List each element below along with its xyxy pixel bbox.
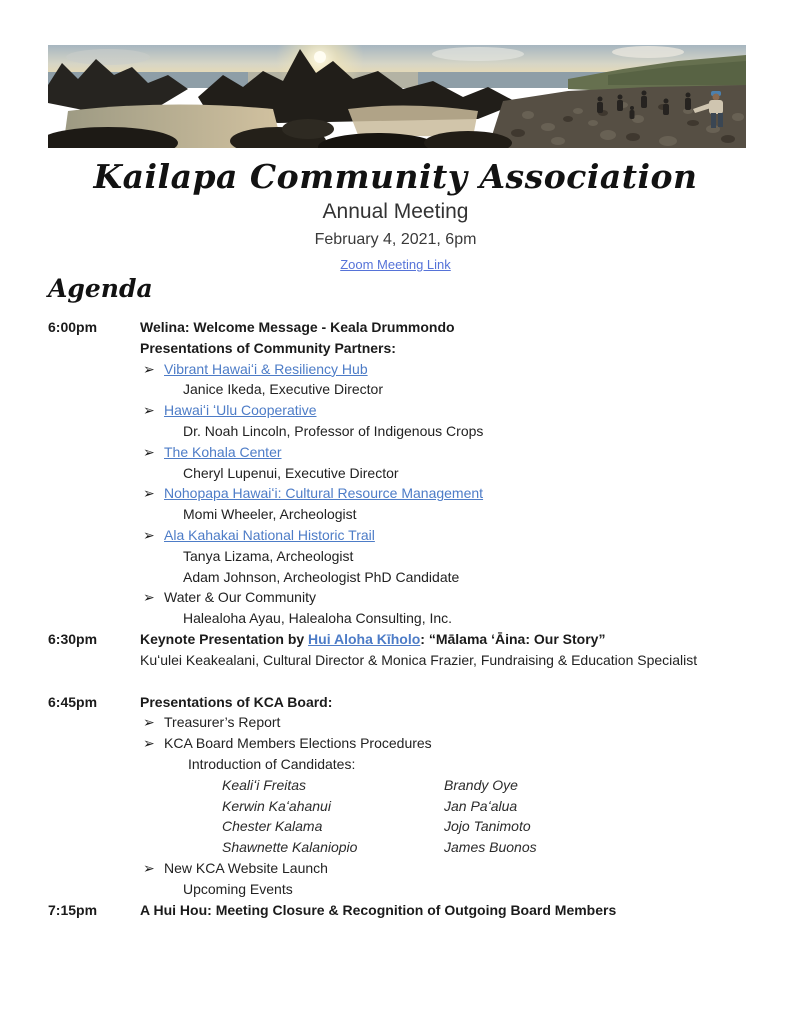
agenda-subitem: Halealoha Ayau, Halealoha Consulting, Inc. <box>183 610 453 627</box>
partner-link[interactable]: Ala Kahakai National Historic Trail <box>164 526 375 543</box>
candidate-name: Jojo Tanimoto <box>444 818 531 835</box>
candidate-name: Kerwin Kaʻahanui <box>222 797 331 814</box>
agenda-subitem: Adam Johnson, Archeologist PhD Candidate <box>183 568 460 585</box>
keynote-prefix: Keynote Presentation by <box>140 630 309 647</box>
agenda-item-title: Welina: Welcome Message - Keala Drummondo <box>140 319 455 335</box>
agenda-row <box>48 712 748 733</box>
arrow-bullet-icon: ➢ <box>143 526 155 543</box>
partner-link[interactable]: Vibrant Hawaiʻi & Resiliency Hub <box>164 360 368 377</box>
agenda-row <box>48 379 748 400</box>
agenda-item-title: A Hui Hou: Meeting Closure & Recognition of Outgoing Board Members <box>140 901 617 918</box>
arrow-bullet-icon: ➢ <box>143 714 155 731</box>
agenda-subitem: Tanya Lizama, Archeologist <box>183 547 354 564</box>
agenda-row <box>48 483 748 504</box>
arrow-bullet-icon: ➢ <box>143 360 155 377</box>
agenda-time: 7:15pm <box>48 901 98 918</box>
agenda-subitem: Cheryl Lupenui, Executive Director <box>183 464 399 481</box>
header-photo <box>48 45 746 148</box>
agenda-spacer <box>48 671 748 692</box>
agenda-row <box>48 692 748 713</box>
partner-link[interactable]: Hawaiʻi ʻUlu Cooperative <box>164 402 317 419</box>
agenda-row <box>48 359 748 380</box>
agenda-row <box>48 879 748 900</box>
agenda-row <box>48 567 748 588</box>
agenda-row <box>48 775 748 796</box>
agenda-time: 6:00pm <box>48 319 98 335</box>
arrow-bullet-icon: ➢ <box>143 735 155 752</box>
agenda-row <box>48 608 748 629</box>
agenda-section-title: Presentations of KCA Board: <box>140 693 333 710</box>
arrow-bullet-icon: ➢ <box>143 859 155 876</box>
agenda-row <box>48 317 748 338</box>
agenda-row <box>48 733 748 754</box>
keynote-link[interactable]: Hui Aloha Kīholo <box>308 630 421 647</box>
agenda-row <box>48 629 748 650</box>
agenda-heading: Agenda <box>48 274 153 303</box>
agenda-row <box>48 816 748 837</box>
zoom-meeting-link[interactable]: Zoom Meeting Link <box>340 257 451 272</box>
agenda-row <box>48 421 748 442</box>
agenda-row <box>48 587 748 608</box>
partner-link[interactable]: Nohopapa Hawaiʻi: Cultural Resource Management <box>164 485 484 502</box>
keynote-presenters: Kuʻulei Keakealani, Cultural Director & Monica Frazier, Fundraising & Education Specialist <box>140 651 698 668</box>
agenda-section-title: Presentations of Community Partners: <box>140 339 396 356</box>
zoom-link-row <box>0 256 791 274</box>
agenda-bullet-item: KCA Board Members Elections Procedures <box>164 735 432 752</box>
arrow-bullet-icon: ➢ <box>143 443 155 460</box>
partner-link[interactable]: The Kohala Center <box>164 443 282 460</box>
agenda-time: 6:30pm <box>48 630 98 647</box>
arrow-bullet-icon: ➢ <box>143 485 155 502</box>
agenda-row <box>48 796 748 817</box>
candidate-name: Shawnette Kalaniopio <box>222 839 358 856</box>
agenda-row <box>48 900 748 921</box>
candidate-name: Chester Kalama <box>222 818 323 835</box>
agenda-subitem: Momi Wheeler, Archeologist <box>183 506 357 523</box>
agenda-row <box>48 525 748 546</box>
agenda-subitem: Dr. Noah Lincoln, Professor of Indigenous Crops <box>183 422 484 439</box>
agenda-list <box>48 317 748 920</box>
arrow-bullet-icon: ➢ <box>143 402 155 419</box>
candidate-name: James Buonos <box>444 839 537 856</box>
agenda-time: 6:45pm <box>48 693 98 710</box>
meeting-subtitle: Annual Meeting <box>322 200 469 223</box>
candidate-name: Jan Paʻalua <box>444 797 518 814</box>
agenda-row <box>48 837 748 858</box>
candidate-name: Kealiʻi Freitas <box>222 776 307 793</box>
agenda-bullet-item: Treasurer’s Report <box>164 714 281 731</box>
keynote-suffix: : “Mālama ʻĀina: Our Story” <box>420 630 606 647</box>
agenda-subitem: Janice Ikeda, Executive Director <box>183 381 383 398</box>
agenda-row <box>48 442 748 463</box>
agenda-row <box>48 338 748 359</box>
agenda-row <box>48 400 748 421</box>
arrow-bullet-icon: ➢ <box>143 589 155 606</box>
page-title: Kailapa Community Association <box>93 157 698 196</box>
meeting-datetime: February 4, 2021, 6pm <box>314 231 477 248</box>
agenda-row <box>48 463 748 484</box>
agenda-row <box>48 650 748 671</box>
agenda-row <box>48 546 748 567</box>
agenda-subitem: Upcoming Events <box>183 880 293 897</box>
agenda-bullet-item: Water & Our Community <box>164 589 316 606</box>
agenda-row <box>48 504 748 525</box>
agenda-bullet-item: New KCA Website Launch <box>164 859 328 876</box>
agenda-row <box>48 858 748 879</box>
candidates-intro: Introduction of Candidates: <box>188 755 356 772</box>
candidate-name: Brandy Oye <box>444 776 518 793</box>
agenda-row <box>48 754 748 775</box>
